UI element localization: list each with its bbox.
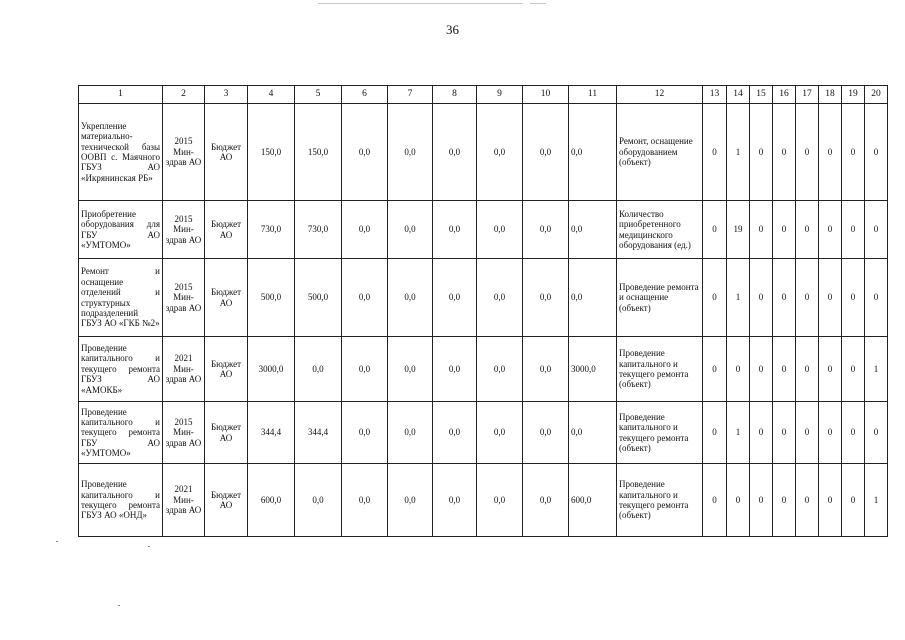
indicator-value-cell: 0 [703, 201, 727, 259]
column-number: 13 [703, 86, 727, 104]
indicator-value-cell: 0 [750, 259, 773, 337]
table-cell: 344,4 [248, 402, 295, 464]
column-number: 9 [477, 86, 523, 104]
column-number: 14 [727, 86, 750, 104]
year-executor-cell: 2015 Мин-здрав АО [163, 259, 205, 337]
page-number: 36 [446, 22, 459, 37]
indicator-value-cell: 0 [796, 402, 819, 464]
indicator-value-cell: 0 [819, 259, 842, 337]
column-number: 8 [433, 86, 477, 104]
indicator-value-cell: 0 [750, 337, 773, 402]
indicator-cell: Количество приобретенного медицинского оборудования (ед.) [617, 201, 703, 259]
activity-name-cell: Проведение капитального и текущего ремонта ГБУЗ АО «ОНД» [79, 464, 163, 537]
table-row [79, 337, 888, 402]
activity-name-cell: Приобретение оборудования для ГБУ АО «УМТОМО» [79, 201, 163, 259]
column-number: 11 [569, 86, 617, 104]
table-cell: 0,0 [433, 259, 477, 337]
indicator-value-cell: 1 [865, 464, 888, 537]
table-cell: 0,0 [433, 464, 477, 537]
table-cell: 0,0 [523, 464, 569, 537]
indicator-value-cell: 0 [750, 104, 773, 201]
scan-speck [118, 605, 120, 606]
table-cell: 3000,0 [248, 337, 295, 402]
table-cell: 0,0 [342, 337, 388, 402]
year-executor-cell: 2021 Мин-здрав АО [163, 464, 205, 537]
table-row [79, 402, 888, 464]
table-cell: 344,4 [295, 402, 342, 464]
column-number: 3 [205, 86, 248, 104]
table-cell: 730,0 [248, 201, 295, 259]
amount-cell: 0,0 [569, 104, 617, 201]
indicator-value-cell: 0 [773, 402, 796, 464]
indicator-value-cell: 0 [773, 259, 796, 337]
indicator-value-cell: 1 [727, 402, 750, 464]
indicator-value-cell: 0 [727, 337, 750, 402]
indicator-value-cell: 0 [796, 104, 819, 201]
indicator-value-cell: 0 [703, 464, 727, 537]
column-number: 5 [295, 86, 342, 104]
table-cell: 600,0 [248, 464, 295, 537]
column-number: 6 [342, 86, 388, 104]
table-cell: 0,0 [523, 259, 569, 337]
table-cell: 0,0 [523, 337, 569, 402]
table-cell: 0,0 [388, 337, 433, 402]
table-cell: 0,0 [477, 104, 523, 201]
funding-source-cell: Бюджет АО [205, 402, 248, 464]
activity-name-cell: Укрепление материально-технической базы ООВП с. Маячного ГБУЗ АО «Икрянинская РБ» [79, 104, 163, 201]
indicator-value-cell: 0 [727, 464, 750, 537]
table-cell: 730,0 [295, 201, 342, 259]
column-number: 7 [388, 86, 433, 104]
scan-artifact-line [318, 3, 523, 4]
indicator-cell: Проведение капитального и текущего ремонта (объект) [617, 464, 703, 537]
table-row [79, 201, 888, 259]
funding-source-cell: Бюджет АО [205, 259, 248, 337]
table-cell: 0,0 [433, 337, 477, 402]
table-cell: 0,0 [295, 337, 342, 402]
table-cell: 0,0 [477, 259, 523, 337]
indicator-cell: Проведение капитального и текущего ремонта (объект) [617, 402, 703, 464]
scan-speck [148, 546, 150, 547]
table-cell: 0,0 [342, 402, 388, 464]
amount-cell: 0,0 [569, 402, 617, 464]
table-cell: 0,0 [477, 464, 523, 537]
indicator-value-cell: 0 [703, 259, 727, 337]
column-number: 4 [248, 86, 295, 104]
indicator-value-cell: 0 [819, 104, 842, 201]
table-cell: 500,0 [295, 259, 342, 337]
table-cell: 0,0 [342, 104, 388, 201]
indicator-value-cell: 0 [750, 464, 773, 537]
column-number: 10 [523, 86, 569, 104]
funding-source-cell: Бюджет АО [205, 201, 248, 259]
indicator-value-cell: 0 [842, 402, 865, 464]
table-cell: 0,0 [388, 402, 433, 464]
indicator-cell: Проведение капитального и текущего ремонта (объект) [617, 337, 703, 402]
amount-cell: 600,0 [569, 464, 617, 537]
indicator-value-cell: 0 [773, 201, 796, 259]
indicator-value-cell: 0 [842, 259, 865, 337]
column-number: 20 [865, 86, 888, 104]
indicator-value-cell: 0 [703, 402, 727, 464]
column-number-header-row [79, 86, 888, 104]
indicator-value-cell: 0 [796, 259, 819, 337]
year-executor-cell: 2015 Мин-здрав АО [163, 201, 205, 259]
indicator-value-cell: 0 [865, 104, 888, 201]
table-cell: 0,0 [477, 337, 523, 402]
indicator-value-cell: 0 [842, 464, 865, 537]
table-body [79, 86, 888, 537]
table-cell: 500,0 [248, 259, 295, 337]
indicator-value-cell: 0 [750, 402, 773, 464]
table-cell: 0,0 [433, 104, 477, 201]
table-cell: 0,0 [523, 104, 569, 201]
year-executor-cell: 2021 Мин-здрав АО [163, 337, 205, 402]
table-cell: 0,0 [342, 201, 388, 259]
indicator-value-cell: 0 [819, 464, 842, 537]
table-cell: 0,0 [388, 259, 433, 337]
indicator-value-cell: 0 [773, 337, 796, 402]
indicator-value-cell: 0 [819, 337, 842, 402]
table-row [79, 464, 888, 537]
indicator-value-cell: 0 [842, 104, 865, 201]
table-cell: 150,0 [295, 104, 342, 201]
table-cell: 0,0 [342, 259, 388, 337]
indicator-value-cell: 0 [796, 464, 819, 537]
indicator-value-cell: 0 [865, 259, 888, 337]
table-row [79, 104, 888, 201]
table-cell: 0,0 [295, 464, 342, 537]
table-cell: 0,0 [523, 402, 569, 464]
amount-cell: 3000,0 [569, 337, 617, 402]
indicator-value-cell: 0 [819, 201, 842, 259]
activity-name-cell: Проведение капитального и текущего ремонта ГБУЗ АО «АМОКБ» [79, 337, 163, 402]
table-cell: 0,0 [388, 464, 433, 537]
indicator-value-cell: 0 [703, 337, 727, 402]
indicator-cell: Проведение ремонта и оснащение (объект) [617, 259, 703, 337]
indicator-value-cell: 0 [865, 201, 888, 259]
table-cell: 0,0 [433, 402, 477, 464]
funding-source-cell: Бюджет АО [205, 464, 248, 537]
table-cell: 0,0 [388, 104, 433, 201]
indicator-value-cell: 0 [773, 464, 796, 537]
indicator-cell: Ремонт, оснащение оборудованием (объект) [617, 104, 703, 201]
column-number: 19 [842, 86, 865, 104]
year-executor-cell: 2015 Мин-здрав АО [163, 402, 205, 464]
indicator-value-cell: 0 [796, 201, 819, 259]
column-number: 12 [617, 86, 703, 104]
table-cell: 0,0 [433, 201, 477, 259]
indicator-value-cell: 0 [842, 337, 865, 402]
column-number: 18 [819, 86, 842, 104]
amount-cell: 0,0 [569, 259, 617, 337]
year-executor-cell: 2015 Мин-здрав АО [163, 104, 205, 201]
activity-name-cell: Проведение капитального и текущего ремонта ГБУ АО «УМТОМО» [79, 402, 163, 464]
indicator-value-cell: 1 [865, 337, 888, 402]
table-cell: 150,0 [248, 104, 295, 201]
column-number: 16 [773, 86, 796, 104]
funding-source-cell: Бюджет АО [205, 104, 248, 201]
column-number: 15 [750, 86, 773, 104]
table-cell: 0,0 [342, 464, 388, 537]
program-activities-table [78, 85, 888, 537]
scan-artifact-line [530, 3, 546, 4]
table-cell: 0,0 [477, 402, 523, 464]
table-row [79, 259, 888, 337]
column-number: 17 [796, 86, 819, 104]
table-cell: 0,0 [388, 201, 433, 259]
indicator-value-cell: 0 [703, 104, 727, 201]
indicator-value-cell: 0 [865, 402, 888, 464]
column-number: 1 [79, 86, 163, 104]
indicator-value-cell: 19 [727, 201, 750, 259]
amount-cell: 0,0 [569, 201, 617, 259]
indicator-value-cell: 0 [819, 402, 842, 464]
table-cell: 0,0 [477, 201, 523, 259]
funding-source-cell: Бюджет АО [205, 337, 248, 402]
indicator-value-cell: 0 [750, 201, 773, 259]
indicator-value-cell: 1 [727, 104, 750, 201]
column-number: 2 [163, 86, 205, 104]
table-cell: 0,0 [523, 201, 569, 259]
indicator-value-cell: 0 [796, 337, 819, 402]
scan-speck [56, 541, 58, 542]
activity-name-cell: Ремонт и оснащение отделений и структурных подразделений ГБУЗ АО «ГКБ №2» [79, 259, 163, 337]
indicator-value-cell: 0 [773, 104, 796, 201]
indicator-value-cell: 0 [842, 201, 865, 259]
indicator-value-cell: 1 [727, 259, 750, 337]
